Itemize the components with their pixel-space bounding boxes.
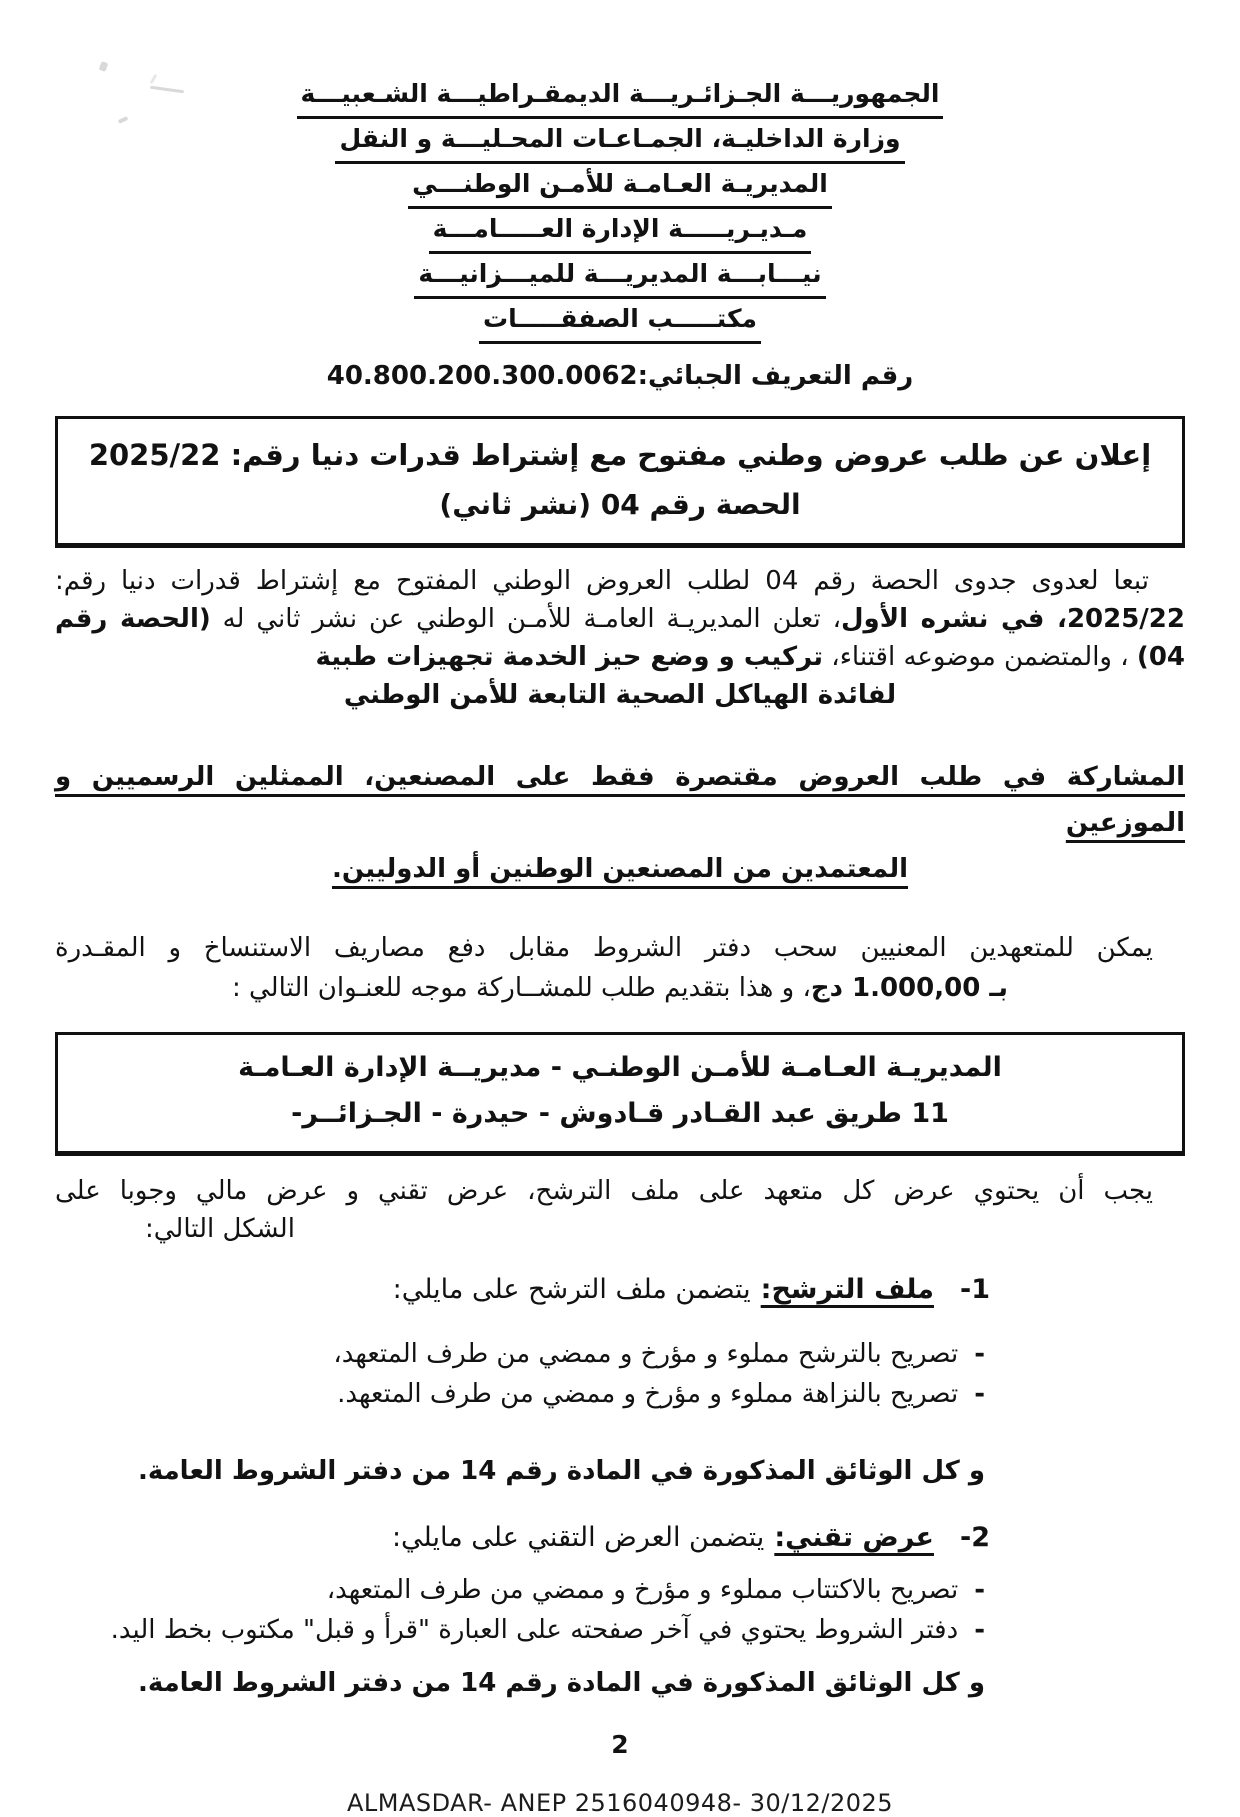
- list-item: - دفتر الشروط يحتوي في آخر صفحته على العبارة "قرأ و قبل" مكتوب بخط اليد.: [55, 1610, 1185, 1650]
- section-1-title: ملف الترشح:: [760, 1274, 934, 1305]
- intro-paragraph-body: تبعا لعدوى جدوى الحصة رقم 04 لطلب العروض الوطني المفتوح مع إشتراط قدرات دنيا رقم: 2025/22، في نشره الأول، تعلن المديريـة العامـة للأمـن الوطني عن نشر ثاني له (الحصة رقم 04) ، والمتضمن موضوعه اقتناء، تركيب و وضع حيز الخدمة تجهيزات طبية: [55, 566, 1185, 672]
- fees-line2: بـ 1.000,00 دج، و هذا بتقديم طلب للمشــاركة موجه للعنـوان التالي :: [231, 973, 1009, 1003]
- offer-requirement-line2: الشكل التالي:: [145, 1214, 295, 1244]
- fees-line1: يمكن للمتعهدين المعنيين سحب دفتر الشروط مقابل دفع مصاريف الاستنساخ و المقـدرة: [55, 933, 1153, 963]
- address-line2: 11 طريق عبد القـادر قـادوش - حيدرة - الجـزائــر-: [291, 1098, 949, 1129]
- header-line-contracts-office: مكتـــــب الصفقـــــات: [55, 299, 1185, 344]
- section-1-intro: يتضمن ملف الترشح على مايلي:: [392, 1274, 751, 1305]
- section-2-title: عرض تقني:: [774, 1522, 934, 1553]
- participation-line1: المشاركة في طلب العروض مقتصرة فقط على المصنعين، الممثلين الرسميين و الموزعين: [55, 762, 1185, 838]
- section-1-number: 1-: [959, 1274, 990, 1305]
- section-2-items: [55, 1570, 1185, 1650]
- section-2-intro: يتضمن العرض التقني على مايلي:: [391, 1522, 765, 1553]
- section-1-items: [55, 1334, 1185, 1414]
- list-item: - تصريح بالاكتتاب مملوء و مؤرخ و ممضي من طرف المتعهد،: [55, 1570, 1185, 1610]
- header-line-dgsn: المديريـة العـامـة للأمـن الوطنـــي: [55, 164, 1185, 209]
- section-2-note: و كل الوثائق المذكورة في المادة رقم 14 من دفتر الشروط العامة.: [137, 1668, 985, 1698]
- announcement-title-line1: إعلان عن طلب عروض وطني مفتوح مع إشتراط قدرات دنيا رقم: 2025/22: [88, 438, 1152, 472]
- header-line-ministry: وزارة الداخليـة، الجمـاعـات المحـليـــة و النقل: [55, 119, 1185, 164]
- offer-requirement-line1: يجب أن يحتوي عرض كل متعهد على ملف الترشح، عرض تقني و عرض مالي وجوبا على: [55, 1176, 1153, 1206]
- announcement-title-box: [55, 416, 1185, 548]
- publication-footer: ALMASDAR- ANEP 2516040948- 30/12/2025: [346, 1789, 894, 1817]
- list-item: - تصريح بالترشح مملوء و مؤرخ و ممضي من طرف المتعهد،: [55, 1334, 1185, 1374]
- header-line-admin-directorate: مـديـريـــــة الإدارة العـــــامـــة: [55, 209, 1185, 254]
- header-line-budget-subdirectorate: نيـــابـــة المديريـــة للميـــزانيـــة: [55, 254, 1185, 299]
- section-2-header: [55, 1518, 1185, 1558]
- header-line-republic: الجمهوريـــة الجـزائـريـــة الديمقـراطيـــة الشـعبيـــة: [55, 74, 1185, 119]
- participation-line2: المعتمدين من المصنعين الوطنين أو الدوليين.: [331, 854, 909, 884]
- section-1-header: [55, 1270, 1185, 1310]
- intro-paragraph: [55, 562, 1185, 714]
- page-number: 2: [611, 1730, 629, 1759]
- announcement-title-line2: الحصة رقم 04 (نشر ثاني): [439, 488, 801, 521]
- fees-paragraph: [55, 928, 1185, 1008]
- offer-requirement-paragraph: [55, 1172, 1185, 1248]
- address-box: [55, 1032, 1185, 1156]
- tax-identification-number: رقم التعريف الجبائي:40.800.200.300.0062: [326, 361, 914, 391]
- address-line1: المديريـة العـامـة للأمـن الوطنـي - مديريــة الإدارة العـامـة: [238, 1052, 1002, 1083]
- intro-paragraph-last-line: لفائدة الهياكل الصحية التابعة للأمن الوطني: [343, 680, 897, 710]
- section-2-number: 2-: [959, 1522, 990, 1553]
- participation-conditions-paragraph: [55, 754, 1185, 892]
- list-item: - تصريح بالنزاهة مملوء و مؤرخ و ممضي من طرف المتعهد.: [55, 1374, 1185, 1414]
- section-1-note: و كل الوثائق المذكورة في المادة رقم 14 من دفتر الشروط العامة.: [137, 1456, 985, 1486]
